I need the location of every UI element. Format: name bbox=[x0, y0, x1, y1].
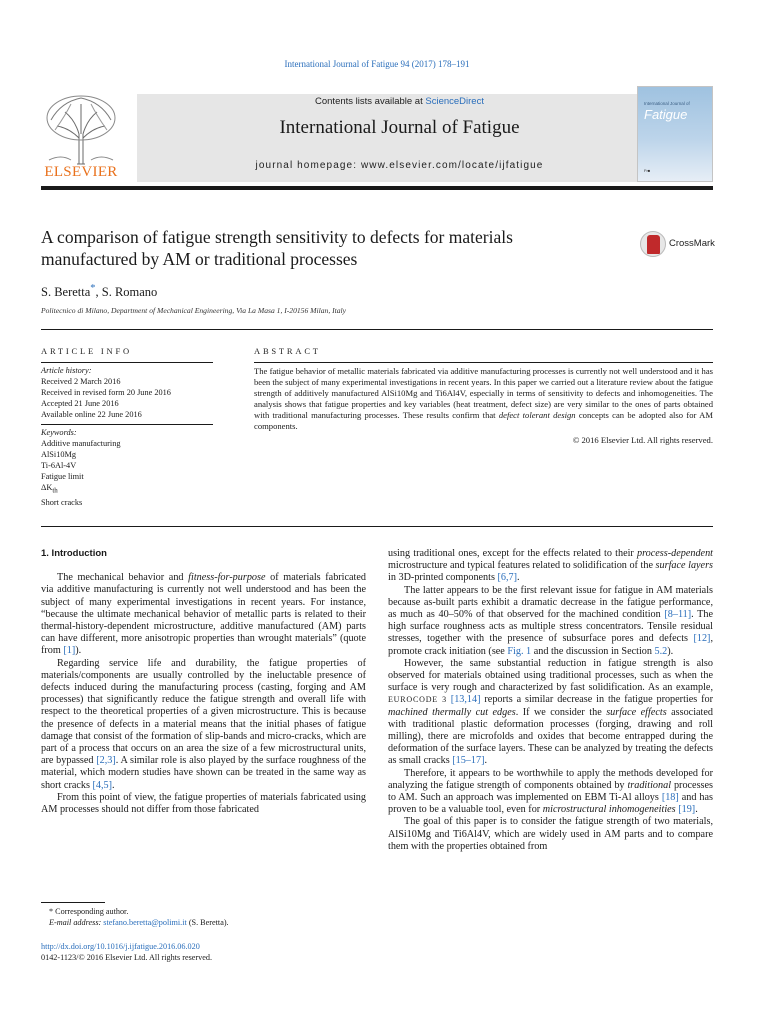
doi-link[interactable]: http://dx.doi.org/10.1016/j.ijfatigue.2016.06.020 bbox=[41, 942, 200, 951]
intro-paragraph-4: The latter appears to be the first relevant issue for fatigue in AM materials because as-built parts exhibit a dramatic decrease in the fatigue performance, as much as 40–50% of that observed for the machined condition [8–11]. The high surface roughness acts as multiple stress concentrators. Tensile residual stresses, together with the presence of subsurface pores and defects [12], promote crack initiation (see Fig. 1 and the discussion in Section 5.2). bbox=[388, 584, 713, 657]
keyword-item: Fatigue limit bbox=[41, 472, 84, 481]
contents-available-line bbox=[137, 96, 662, 107]
body-column-left bbox=[41, 548, 366, 816]
author-2[interactable]: S. Romano bbox=[101, 285, 158, 300]
keyword-delta-k-base: ΔK bbox=[41, 483, 53, 492]
intro-paragraph-6: Therefore, it appears to be worthwhile to apply the methods developed for analyzing the fatigue strength of components obtained by traditional processes to AM. Such an approach was implemented on EBM Ti-Al alloys [18] and has proven to be a valuable tool, even for microstructural inhomogeneities [19]. bbox=[388, 767, 713, 816]
abstract-heading: ABSTRACT bbox=[254, 346, 321, 356]
journal-homepage-link[interactable]: www.elsevier.com/locate/ijfatigue bbox=[360, 160, 544, 171]
article-info-block bbox=[41, 362, 213, 508]
contents-prefix: Contents lists available at bbox=[315, 96, 426, 107]
section-title-introduction: 1. Introduction bbox=[41, 548, 107, 559]
intro-paragraph-3: From this point of view, the fatigue properties of materials fabricated using AM processes should not differ from those fabricated bbox=[41, 791, 366, 816]
keyword-item: Ti-6Al-4V bbox=[41, 461, 77, 470]
intro-paragraph-2: Regarding service life and durability, the fatigue properties of materials/components are usually controlled by the ineluctable presence of defects induced during the manufacturing process (casting, forging and AM processes) that significantly reduce the fatigue strength and overall life with respect to the theoretical properties of a given microstructure. This is because the presence of defects in a material means that the initial phases of fatigue damage that consist of the formation of slip-bands and micro-cracks, which are part of a process that occurs on an area the size of a few microstructural units, are bypassed [2,3]. A similar role is also played by the surface roughness of the material, which modern studies have shown can be treated in the same way as short cracks [4,5]. bbox=[41, 657, 366, 791]
citation-link[interactable]: [6,7] bbox=[497, 572, 518, 584]
citation-link[interactable]: [13,14] bbox=[446, 694, 481, 706]
citation-link[interactable]: [15–17] bbox=[452, 755, 485, 767]
figure-link[interactable]: Fig. 1 bbox=[507, 645, 532, 657]
history-received: Received 2 March 2016 bbox=[41, 377, 121, 386]
journal-homepage-line bbox=[137, 160, 662, 171]
keyword-item-delta-k bbox=[41, 482, 213, 497]
elsevier-wordmark: ELSEVIER bbox=[44, 164, 118, 180]
body-column-right bbox=[388, 548, 713, 853]
crossmark-badge[interactable] bbox=[640, 231, 715, 259]
abstract-rule bbox=[254, 362, 713, 363]
journal-name: International Journal of Fatigue bbox=[279, 117, 520, 138]
crossmark-icon bbox=[640, 231, 666, 257]
article-history-label: Article history: bbox=[41, 366, 92, 375]
history-revised: Received in revised form 20 June 2016 bbox=[41, 388, 171, 397]
doi-block bbox=[41, 941, 366, 963]
journal-header-panel bbox=[137, 94, 662, 182]
keyword-item: Additive manufacturing bbox=[41, 439, 121, 448]
footnote-rule bbox=[41, 902, 105, 903]
citation-link[interactable]: [1] bbox=[63, 645, 76, 657]
section-link[interactable]: 5.2 bbox=[654, 645, 668, 657]
abstract-text: The fatigue behavior of metallic materials fabricated via additive manufacturing processes is currently not well understood and it has been the subject of many experimental investigations in recent years. In this paper we carried out a literature review about the fatigue strength of additively manufactured AlSi10Mg and Ti6Al4V, especially in terms of sensitivity to defects and inhomogeneities. The analysis shows that fatigue properties and key variables (heat treatment, defect size) are very similar to the ones of parts obtained with traditional manufacturing processes. These results confirm that defect tolerant design concepts can be adopted also for AM components. bbox=[254, 366, 713, 431]
crossmark-label: CrossMark bbox=[669, 238, 715, 249]
keyword-item: AlSi10Mg bbox=[41, 450, 77, 459]
abstract-block bbox=[254, 362, 713, 446]
cover-footer-text: Fr■ bbox=[644, 168, 651, 173]
corresponding-author-mark[interactable]: * bbox=[90, 283, 96, 294]
divider-below-affiliation bbox=[41, 329, 713, 330]
history-accepted: Accepted 21 June 2016 bbox=[41, 399, 119, 408]
intro-paragraph-7: The goal of this paper is to consider the fatigue strength of two materials, AlSi10Mg and Ti6Al4V, which are widely used in AM parts and to compare them with the properties obtained from bbox=[388, 816, 713, 852]
citation-link[interactable]: [18] bbox=[661, 792, 679, 804]
cover-title: Fatigue bbox=[644, 107, 688, 122]
intro-paragraph-1: The mechanical behavior and fitness-for-purpose of materials fabricated via additive manufacturing is currently not well understood and has been the subject of many experimental investigations in recent years. For instance, “because the ultimate mechanical behavior of metallic parts is related to their thermal-history-dependent microstructure, additive manufactured (AM) parts can have different, more anisotropic properties than wrought materials” (quote from [1]). bbox=[41, 572, 367, 657]
author-1[interactable]: S. Beretta bbox=[41, 285, 91, 300]
journal-masthead bbox=[41, 86, 713, 182]
keywords-label: Keywords: bbox=[41, 428, 77, 437]
masthead-divider bbox=[41, 186, 713, 190]
author-affiliation: Politecnico di Milano, Department of Mechanical Engineering, Via La Masa 1, I-20156 Milan, Italy bbox=[41, 306, 347, 315]
citation-link[interactable]: [4,5] bbox=[92, 779, 113, 791]
journal-cover-image bbox=[637, 86, 713, 182]
intro-paragraph-3-continued: using traditional ones, except for the effects related to their process-dependent microstructure and typical features related to solidification of the surface layers in 3D-printed components [6,7]. bbox=[388, 548, 714, 584]
keyword-item: Short cracks bbox=[41, 497, 83, 507]
issn-copyright-line: 0142-1123/© 2016 Elsevier Ltd. All rights reserved. bbox=[41, 953, 213, 962]
citation-link[interactable]: [12] bbox=[693, 633, 711, 645]
divider-below-abstract bbox=[41, 526, 713, 527]
author-separator: , bbox=[95, 285, 102, 300]
intro-paragraph-5: However, the same substantial reduction in fatigue strength is also observed for materials obtained using traditional processes, such as when the surface is very rough and characterized by fast solidification. As an example, EUROCODE 3 [13,14] reports a similar decrease in the fatigue properties for machined thermally cut edges. If we consider the surface effects associated with traditional plastic deformation processes (forging, drawing and roll milling), there are microfolds and oxides that become entrapped during the deformation of the surface layers. These can be analyzed by treating the defects as small cracks [15–17]. bbox=[388, 657, 714, 767]
article-info-heading: ARTICLE INFO bbox=[41, 346, 132, 356]
keyword-delta-k-subscript: th bbox=[52, 487, 58, 495]
author-email-link[interactable]: stefano.beretta@polimi.it bbox=[103, 918, 187, 927]
author-list bbox=[41, 283, 157, 300]
article-info-rule bbox=[41, 362, 213, 363]
homepage-prefix: journal homepage: bbox=[255, 160, 361, 171]
citation-link[interactable]: [8–11] bbox=[664, 609, 692, 621]
citation-link[interactable]: [2,3] bbox=[96, 755, 116, 767]
history-available-online: Available online 22 June 2016 bbox=[41, 410, 142, 419]
journal-reference-link[interactable]: International Journal of Fatigue 94 (2017) 178–191 bbox=[284, 59, 470, 69]
footnotes bbox=[41, 906, 366, 928]
email-footnote: E-mail address: stefano.beretta@polimi.it (S. Beretta). bbox=[49, 918, 229, 927]
citation-link[interactable]: [19] bbox=[678, 804, 696, 816]
sciencedirect-link[interactable]: ScienceDirect bbox=[425, 96, 484, 107]
cover-small-text: International Journal of bbox=[644, 101, 690, 106]
corresponding-author-footnote: * Corresponding author. bbox=[49, 907, 129, 916]
article-title: A comparison of fatigue strength sensitivity to defects for materials manufactured by AM or traditional processes bbox=[41, 227, 513, 269]
abstract-copyright: © 2016 Elsevier Ltd. All rights reserved. bbox=[572, 435, 713, 445]
keywords-rule bbox=[41, 424, 213, 425]
